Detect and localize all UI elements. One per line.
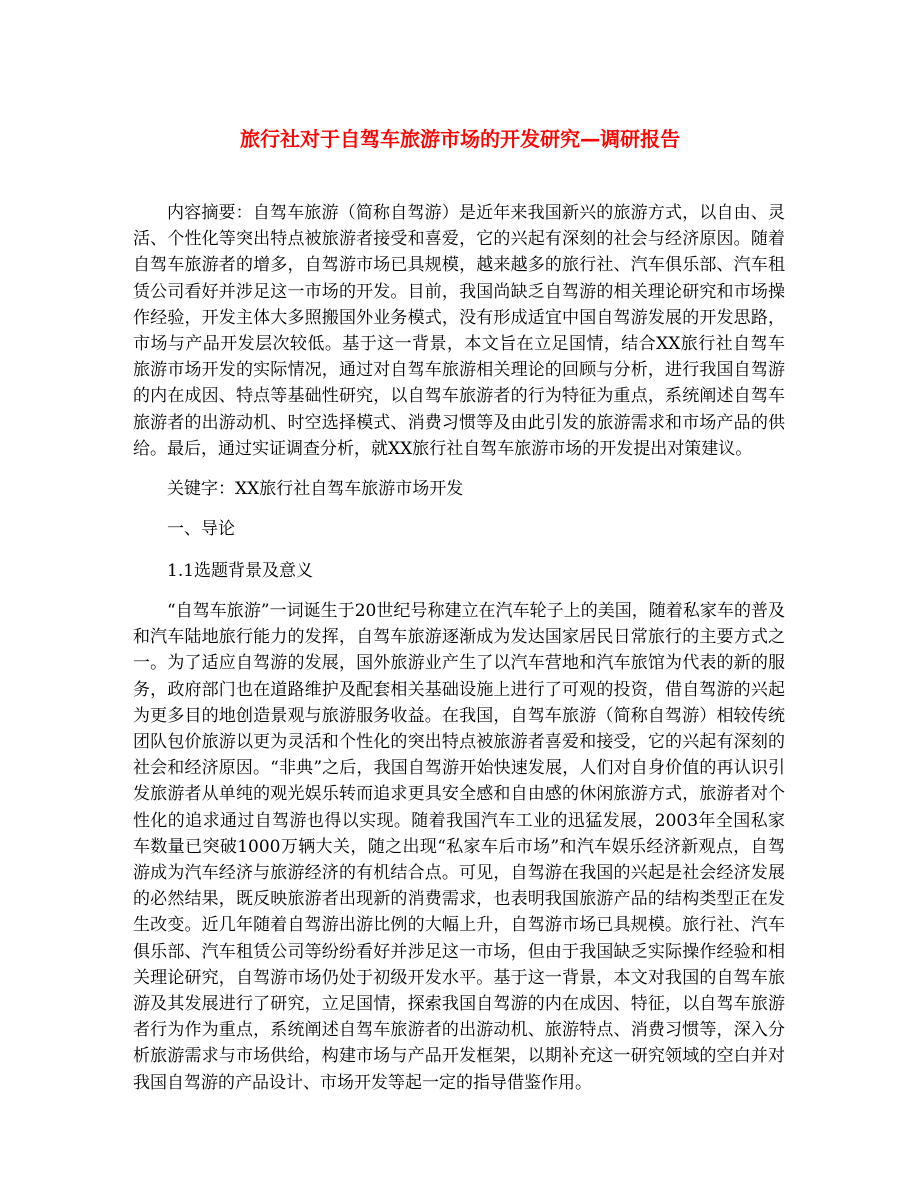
- document-title: 旅行社对于自驾车旅游市场的开发研究—调研报告: [240, 127, 680, 151]
- section-1-1-body: “自驾车旅游”一词诞生于20世纪号称建立在汽车轮子上的美国，随着私家车的普及和汽车陆地旅行能力的发挥，自驾车旅游逐渐成为发达国家居民日常旅行的主要方式之一。为了适应自驾游的发展，国外旅游业产生了以汽车营地和汽车旅馆为代表的新的服务，政府部门也在道路维护及配套相关基础设施上进行了可观的投资，借自驾游的兴起为更多目的地创造景观与旅游服务收益。在我国，自驾车旅游（简称自驾游）相较传统团队包价旅游以更为灵活和个性化的突出特点被旅游者喜爱和接受，它的兴起有深刻的社会和经济原因。“非典”之后，我国自驾游开始快速发展，人们对自身价值的再认识引发旅游者从单纯的观光娱乐转而追求更具安全感和自由感的休闲旅游方式，旅游者对个性化的追求通过自驾游也得以实现。随着我国汽车工业的迅猛发展，2003年全国私家车数量已突破1000万辆大关，随之出现“私家车后市场”和汽车娱乐经济新观点，自驾游成为汽车经济与旅游经济的有机结合点。可见，自驾游在我国的兴起是社会经济发展的必然结果，既反映旅游者出现新的消费需求，也表明我国旅游产品的结构类型正在发生改变。近几年随着自驾游出游比例的大幅上升，自驾游市场已具规模。旅行社、汽车俱乐部、汽车租赁公司等纷纷看好并涉足这一市场，但由于我国缺乏实际操作经验和相关理论研究，自驾游市场仍处于初级开发水平。基于这一背景，本文对我国的自驾车旅游及其发展进行了研究，立足国情，探索我国自驾游的内在成因、特征，以自驾车旅游者行为作为重点，系统阐述自驾车旅游者的出游动机、旅游特点、消费习惯等，深入分析旅游需求与市场供给，构建市场与产品开发框架，以期补充这一研究领域的空白并对我国自驾游的产品设计、市场开发等起一定的指导借鉴作用。: [133, 601, 785, 1093]
- abstract-paragraph: 内容摘要：自驾车旅游（简称自驾游）是近年来我国新兴的旅游方式，以自由、灵活、个性化等突出特点被旅游者接受和喜爱，它的兴起有深刻的社会与经济原因。随着自驾车旅游者的增多，自驾游市场已具规模，越来越多的旅行社、汽车俱乐部、汽车租赁公司看好并涉足这一市场的开发。目前，我国尚缺乏自驾游的相关理论研究和市场操作经验，开发主体大多照搬国外业务模式，没有形成适宜中国自驾游发展的开发思路，市场与产品开发层次较低。基于这一背景，本文旨在立足国情，结合XX旅行社自驾车旅游市场开发的实际情况，通过对自驾车旅游相关理论的回顾与分析，进行我国自驾游的内在成因、特点等基础性研究，以自驾车旅游者的行为特征为重点，系统阐述自驾车旅游者的出游动机、时空选择模式、消费习惯等及由此引发的旅游需求和市场产品的供给。最后，通过实证调查分析，就XX旅行社自驾车旅游市场的开发提出对策建议。: [133, 203, 785, 459]
- section-1-heading: 一、导论: [167, 519, 235, 539]
- section-1-1-heading: 1.1选题背景及意义: [167, 561, 314, 581]
- keywords-line: 关键字：XX旅行社自驾车旅游市场开发: [167, 479, 464, 499]
